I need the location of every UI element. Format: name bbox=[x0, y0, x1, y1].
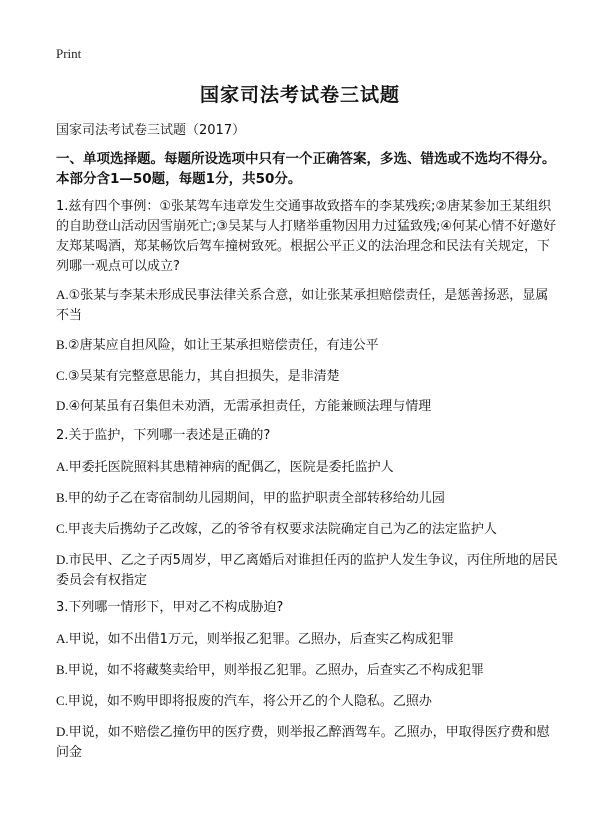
question-3-option-a bbox=[56, 629, 561, 650]
section-heading: 一、单项选择题。每题所设选项中只有一个正确答案，多选、错选或不选均不得分。本部分含1—50题，每题1分，共50分。 bbox=[56, 151, 556, 187]
option-letter: A. bbox=[56, 287, 69, 302]
option-text: 甲说，如不赔偿乙撞伤甲的医疗费，则举报乙醉酒驾车。乙照办，甲取得医疗费和慰问金 bbox=[56, 725, 550, 760]
option-text: ④何某虽有召集但未劝酒，无需承担责任，方能兼顾法理与情理 bbox=[68, 399, 432, 414]
option-letter: D. bbox=[56, 552, 69, 567]
option-text: 甲的幼子乙在寄宿制幼儿园期间，甲的监护职责全部转移给幼儿园 bbox=[67, 491, 445, 506]
option-letter: A. bbox=[56, 459, 69, 474]
question-3-option-b bbox=[56, 660, 561, 681]
question-2-option-b bbox=[56, 488, 561, 509]
question-2-option-c bbox=[56, 519, 561, 540]
option-text: ③吴某有完整意思能力，其自担损失，是非清楚 bbox=[67, 369, 340, 384]
question-1-option-c bbox=[56, 366, 561, 387]
option-text: ①张某与李某未形成民事法律关系合意，如让张某承担赔偿责任，是惩善扬恶，显属不当 bbox=[56, 288, 549, 323]
print-link[interactable]: Print bbox=[56, 46, 82, 61]
option-letter: C. bbox=[56, 368, 68, 383]
option-letter: B. bbox=[56, 337, 68, 352]
question-1-option-a bbox=[56, 285, 561, 326]
question-1-option-d bbox=[56, 396, 561, 417]
question-1-option-b bbox=[56, 335, 561, 356]
option-letter: B. bbox=[56, 662, 68, 677]
page-title: 国家司法考试卷三试题 bbox=[199, 84, 400, 106]
option-text: 甲说，如不出借1万元，则举报乙犯罪。乙照办，后查实乙构成犯罪 bbox=[68, 632, 454, 647]
document-subtitle: 国家司法考试卷三试题（2017） bbox=[56, 123, 246, 138]
option-letter: D. bbox=[56, 724, 69, 739]
option-letter: C. bbox=[56, 693, 68, 708]
option-letter: C. bbox=[56, 521, 68, 536]
question-1-stem: 1.兹有四个事例：①张某驾车违章发生交通事故致搭车的李某残疾;②唐某参加王某组织的自助登山活动因雪崩死亡;③吴某与人打赌举重物因用力过猛致残;④何某心情不好邀好友郑某喝酒，郑某畅饮后驾车撞树致死。根据公平正义的法治理念和民法有关规定，下列哪一观点可以成立? bbox=[56, 199, 557, 274]
option-text: 甲丧夫后携幼子乙改嫁，乙的爷爷有权要求法院确定自己为乙的法定监护人 bbox=[67, 522, 497, 537]
option-text: 甲说，如不将藏獒卖给甲，则举报乙犯罪。乙照办，后查实乙不构成犯罪 bbox=[67, 663, 484, 678]
option-letter: B. bbox=[56, 490, 68, 505]
question-3-option-d bbox=[56, 722, 561, 763]
option-text: 甲说，如不购甲即将报废的汽车，将公开乙的个人隐私。乙照办 bbox=[67, 694, 432, 709]
option-text: 甲委托医院照料其患精神病的配偶乙，医院是委托监护人 bbox=[68, 460, 394, 475]
question-3-stem: 3.下列哪一情形下，甲对乙不构成胁迫? bbox=[56, 600, 284, 615]
option-text: 市民甲、乙之子丙5周岁，甲乙离婚后对谁担任丙的监护人发生争议，丙住所地的居民委员会有权指定 bbox=[56, 553, 558, 588]
option-text: ②唐某应自担风险，如让王某承担赔偿责任，有违公平 bbox=[67, 338, 379, 353]
question-3-option-c bbox=[56, 691, 561, 712]
question-2-option-a bbox=[56, 457, 561, 478]
question-2-stem: 2.关于监护，下列哪一表述是正确的? bbox=[56, 428, 271, 443]
option-letter: D. bbox=[56, 398, 69, 413]
option-letter: A. bbox=[56, 631, 69, 646]
question-2-option-d bbox=[56, 550, 561, 591]
